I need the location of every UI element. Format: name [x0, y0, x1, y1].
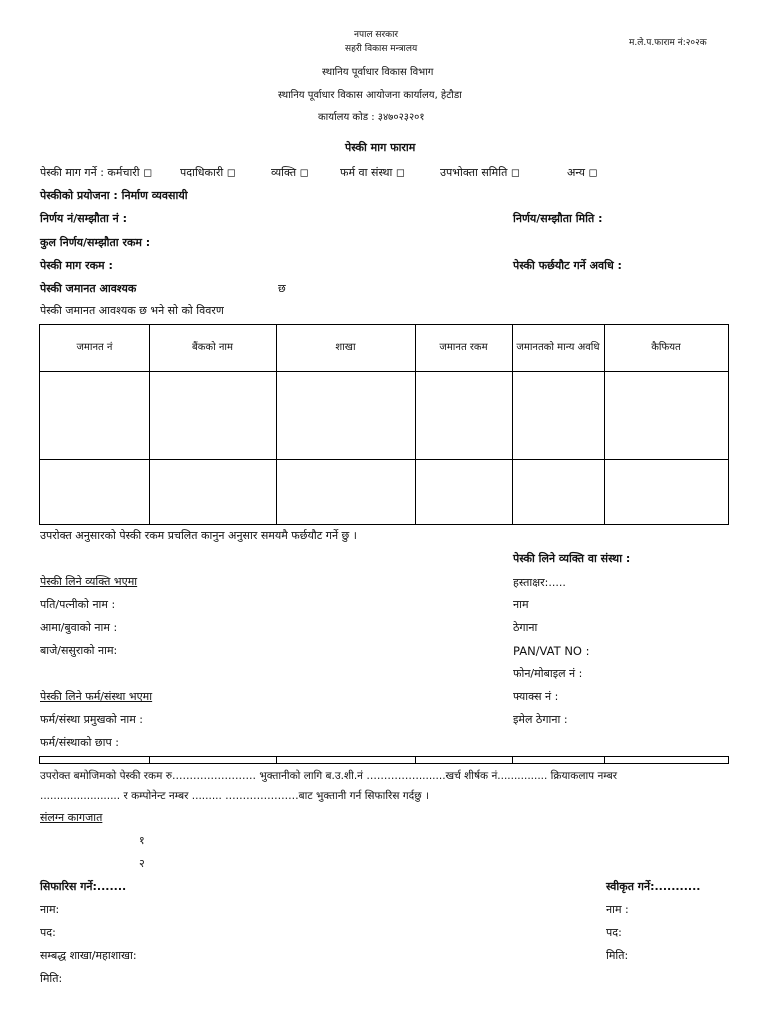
attachment-item: २ [139, 857, 145, 870]
recommender-heading: सिफारिस गर्ने:....... [40, 880, 127, 893]
requester-option-individual[interactable]: व्यक्ति ◻ [271, 166, 309, 179]
office-name: स्थानिय पूर्वाधार विकास आयोजना कार्यालय, हेटौडा [278, 90, 462, 101]
parent-name-field: आमा/बुवाको नाम : [40, 621, 118, 634]
recommender-name: नाम: [40, 903, 60, 916]
header-guarantee-amount: जमानत रकम [439, 342, 488, 353]
grandparent-name-field: बाजे/ससुराको नाम: [40, 644, 118, 657]
table-row[interactable] [40, 372, 728, 459]
requester-option-firm[interactable]: फर्म वा संस्था ◻ [340, 166, 406, 179]
requester-option-committee[interactable]: उपभोक्ता समिति ◻ [440, 166, 520, 179]
government-name: नपाल सरकार [354, 30, 399, 40]
header-branch: शाखा [335, 342, 356, 353]
guarantee-required-value: छ [278, 282, 286, 295]
table-row[interactable] [40, 460, 728, 524]
header-bank-name: बैंकको नाम [192, 342, 233, 353]
approver-post: पद: [606, 926, 622, 939]
department-name: स्थानिय पूर्वाधार विकास विभाग [322, 67, 434, 78]
firm-heading: पेस्की लिने फर्म/संस्था भएमा [40, 690, 153, 703]
recommender-date: मिति: [40, 972, 63, 985]
recommender-post: पद: [40, 926, 56, 939]
header-remarks: कैफियत [651, 342, 681, 353]
signature-field: हस्ताक्षर:..... [513, 576, 566, 589]
decision-number-field: निर्णय नं/सम्झौता नं : [40, 212, 127, 225]
guarantee-required-field: पेस्की जमानत आवश्यक [40, 282, 137, 295]
phone-field: फोन/मोबाइल नं : [513, 667, 583, 680]
ministry-name: सहरी विकास मन्त्रालय [345, 44, 418, 54]
recipient-name-field: नाम [513, 598, 529, 611]
fax-field: फ्याक्स नं : [513, 690, 559, 703]
recommendation-line-1: उपरोक्त बमोजिमको पेस्की रकम रु…………………… भुक्तानीको लागि ब.उ.शी.नं ……………........खर्च शीर्षक नं............... क्रियाकलाप नम्बर [40, 770, 618, 782]
settlement-period-field: पेस्की फर्छयौट गर्ने अवधि : [513, 259, 622, 272]
pan-vat-field: PAN/VAT NO : [513, 644, 590, 658]
attachments-heading: संलग्न कागजात [40, 811, 103, 824]
firm-stamp-field: फर्म/संस्थाको छाप : [40, 736, 119, 749]
individual-heading: पेस्की लिने व्यक्ति भएमा [40, 575, 138, 588]
approver-name: नाम : [606, 903, 629, 916]
recipient-heading: पेस्की लिने व्यक्ति वा संस्था : [513, 552, 631, 565]
requester-label[interactable]: पेस्की माग गर्ने : कर्मचारी ◻ [40, 166, 153, 179]
attachment-item: १ [139, 834, 145, 847]
requester-option-official[interactable]: पदाधिकारी ◻ [180, 166, 236, 179]
declaration-text: उपरोक्त अनुसारको पेस्की रकम प्रचलित कानुन अनुसार समयमै फर्छयौट गर्ने छु । [40, 529, 357, 542]
form-title: पेस्की माग फाराम [345, 141, 416, 154]
requester-option-other[interactable]: अन्य ◻ [567, 166, 598, 179]
decision-date-field: निर्णय/सम्झौता मिति : [513, 212, 603, 225]
email-field: इमेल ठेगाना : [513, 713, 568, 726]
recommendation-line-2: ........................ र कम्पोनेन्ट नम्बर ......... …………………बाट भुक्तानी गर्न सिफारिस गर्दछु । [40, 790, 429, 802]
advance-amount-field: पेस्की माग रकम : [40, 259, 113, 272]
recipient-address-field: ठेगाना [513, 621, 538, 634]
header-guarantee-no: जमानत नं [76, 342, 113, 353]
approver-heading: स्वीकृत गर्ने:........... [606, 880, 701, 893]
office-code: कार्यालय कोड : ३४७०२३२०१ [318, 112, 425, 123]
header-validity-period: जमानतको मान्य अवधि [516, 342, 600, 353]
firm-head-name-field: फर्म/संस्था प्रमुखको नाम : [40, 713, 143, 726]
total-amount-field: कुल निर्णय/सम्झौता रकम : [40, 236, 151, 249]
guarantee-details-label: पेस्की जमानत आवश्यक छ भने सो को विवरण [40, 304, 224, 317]
spouse-name-field: पति/पत्नीको नाम : [40, 598, 116, 611]
recommender-section: सम्बद्ध शाखा/महाशाखा: [40, 949, 137, 962]
divider-strip [39, 756, 729, 764]
purpose-field: पेस्कीको प्रयोजना : निर्माण व्यवसायी [40, 189, 188, 202]
guarantee-table [39, 324, 729, 525]
approver-date: मिति: [606, 949, 629, 962]
form-number: म.ले.प.फाराम नं:२०२क [629, 38, 707, 48]
